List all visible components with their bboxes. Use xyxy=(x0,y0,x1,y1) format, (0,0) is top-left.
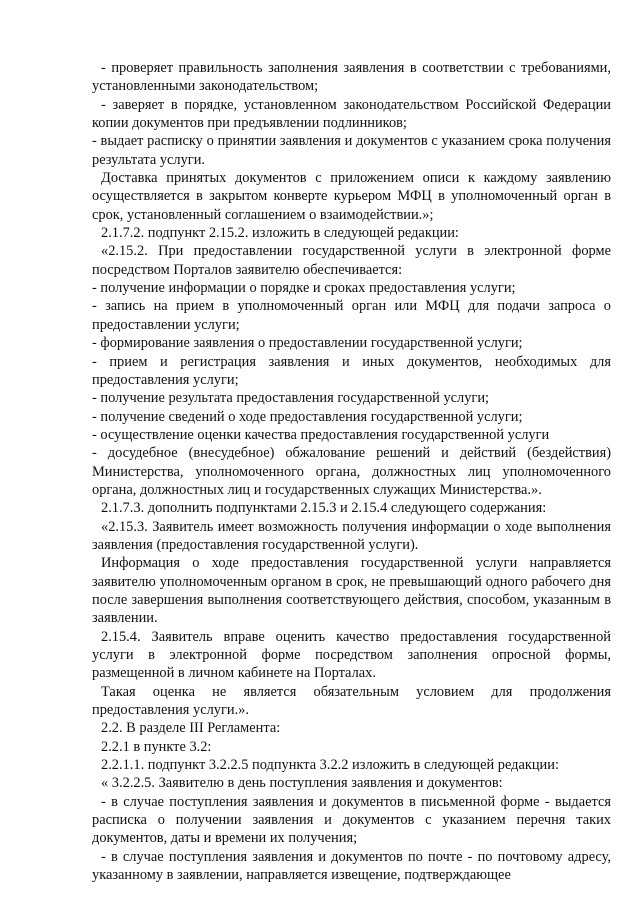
paragraph-2-15-4: 2.15.4. Заявитель вправе оценить качество предоставления государственной услуги в электронной форме посредством заполнения опросной формы, размещенной в личном кабинете на Порталах. xyxy=(92,628,611,682)
paragraph-evaluation: Такая оценка не является обязательным условием для продолжения предоставления услуги.». xyxy=(92,683,611,719)
paragraph-3-2-2-5: « 3.2.2.5. Заявителю в день поступления заявления и документов: xyxy=(101,775,503,792)
paragraph-list-status: - получение сведений о ходе предоставления государственной услуги; xyxy=(92,408,523,425)
paragraph-2-2: 2.2. В разделе III Регламента: xyxy=(101,720,281,737)
paragraph-delivery: Доставка принятых документов с приложением описи к каждому заявлению осуществляется в закрытом конверте курьером МФЦ в уполномоченный орган в срок, установленный соглашением о взаимодействии.»; xyxy=(92,170,611,223)
paragraph-2-15-3: «2.15.3. Заявитель имеет возможность получения информации о ходе выполнения заявления (предоставления государственной услуги). xyxy=(92,518,611,553)
paragraph-check-correctness: - проверяет правильность заполнения заявления в соответствии с требованиями, установленными законодательством; xyxy=(92,60,611,95)
paragraph-list-appointment: - запись на прием в уполномоченный орган или МФЦ для подачи запроса о предоставлении услуги; xyxy=(92,298,611,333)
paragraph-2-2-1-1: 2.2.1.1. подпункт 3.2.2.5 подпункта 3.2.2 изложить в следующей редакции: xyxy=(101,757,559,774)
paragraph-list-quality: - осуществление оценки качества предоставления государственной услуги xyxy=(92,426,550,443)
paragraph-list-form: - формирование заявления о предоставлении государственной услуги; xyxy=(92,335,523,352)
paragraph-issue-receipt: - выдает расписку о принятии заявления и документов с указанием срока получения результата услуги. xyxy=(92,133,611,168)
paragraph-list-registration: - прием и регистрация заявления и иных документов, необходимых для предоставления услуги; xyxy=(92,353,611,388)
paragraph-list-info: - получение информации о порядке и сроках предоставления услуги; xyxy=(92,280,516,297)
paragraph-2-1-7-3: 2.1.7.3. дополнить подпунктами 2.15.3 и 2.15.4 следующего содержания: xyxy=(101,500,547,517)
paragraph-list-result: - получение результата предоставления государственной услуги; xyxy=(92,390,490,407)
paragraph-info-progress: Информация о ходе предоставления государственной услуги направляется заявителю уполномоченным органом в срок, не превышающий одного рабочего дня после завершения выполнения соответствующего действия, способом, указанным в заявлении. xyxy=(92,555,611,627)
document-body xyxy=(92,59,611,884)
paragraph-2-15-2: «2.15.2. При предоставлении государственной услуги в электронной форме посредством Порталов заявителю обеспечивается: xyxy=(92,243,611,278)
paragraph-2-1-7-2: 2.1.7.2. подпункт 2.15.2. изложить в следующей редакции: xyxy=(101,225,459,242)
paragraph-list-appeal: - досудебное (внесудебное) обжалование решений и действий (бездействия) Министерства, уполномоченного органа, должностных лиц уполномоченного органа, должностных лиц и государственных служащих Министерства.». xyxy=(92,445,611,498)
paragraph-by-mail: - в случае поступления заявления и документов по почте - по почтовому адресу, указанному в заявлении, направляется извещение, подтверждающее xyxy=(92,848,611,884)
paragraph-written-form: - в случае поступления заявления и документов в письменной форме - выдается расписка о получении заявления и документов с указанием перечня таких документов, даты и времени их получения; xyxy=(92,793,611,847)
paragraph-certify-copies: - заверяет в порядке, установленном законодательством Российской Федерации копии документов при предъявлении подлинников; xyxy=(92,96,611,132)
paragraph-2-2-1: 2.2.1 в пункте 3.2: xyxy=(101,738,212,755)
